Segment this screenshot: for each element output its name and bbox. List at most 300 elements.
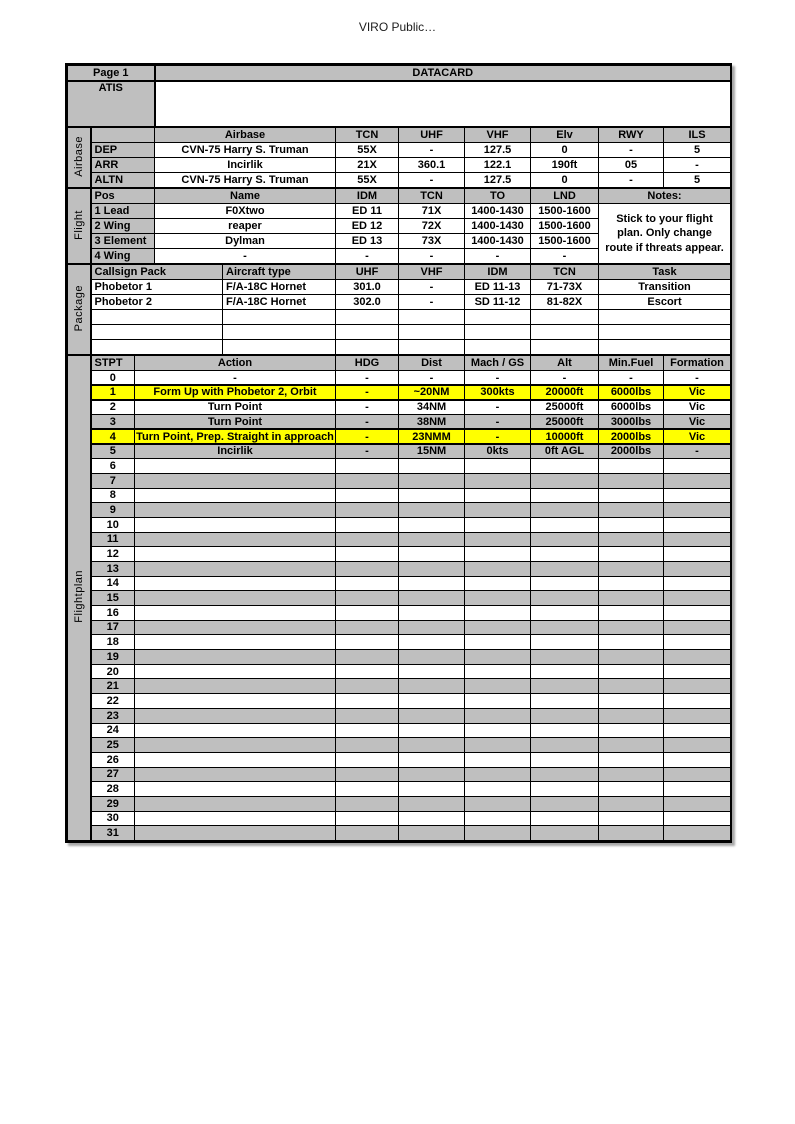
cell <box>399 473 465 488</box>
cell <box>135 576 336 591</box>
cell <box>531 591 599 606</box>
column-header: Pos <box>91 189 155 204</box>
cell <box>599 635 664 650</box>
cell <box>336 811 399 826</box>
cell <box>531 752 599 767</box>
cell <box>399 811 465 826</box>
cell <box>664 694 731 709</box>
cell <box>531 503 599 518</box>
cell <box>664 650 731 665</box>
cell <box>664 503 731 518</box>
cell: - <box>664 371 731 386</box>
row-header: ALTN <box>91 173 155 188</box>
cell <box>336 517 399 532</box>
table-row <box>68 280 731 295</box>
cell <box>531 340 599 355</box>
cell <box>599 738 664 753</box>
cell: - <box>664 158 731 173</box>
steerpoint-number: 27 <box>91 767 135 782</box>
cell <box>399 340 465 355</box>
cell: 2000lbs <box>599 429 664 444</box>
cell <box>664 664 731 679</box>
flightplan-table <box>67 355 731 841</box>
cell <box>465 620 531 635</box>
column-header: IDM <box>465 265 531 280</box>
cell <box>336 310 399 325</box>
table-row <box>68 664 731 679</box>
cell: 127.5 <box>465 173 531 188</box>
cell: CVN-75 Harry S. Truman <box>155 173 336 188</box>
column-header: Name <box>155 189 336 204</box>
table-row <box>68 635 731 650</box>
cell <box>135 811 336 826</box>
table-row <box>68 576 731 591</box>
cell <box>664 782 731 797</box>
cell <box>465 723 531 738</box>
cell: - <box>531 371 599 386</box>
cell: 122.1 <box>465 158 531 173</box>
cell: 55X <box>336 173 399 188</box>
cell <box>336 796 399 811</box>
cell <box>599 561 664 576</box>
cell <box>664 561 731 576</box>
column-header: VHF <box>465 128 531 143</box>
cell <box>135 591 336 606</box>
table-row <box>68 561 731 576</box>
datacard-header-table <box>67 65 731 81</box>
cell <box>135 503 336 518</box>
cell <box>399 664 465 679</box>
column-header: VHF <box>399 265 465 280</box>
cell <box>599 503 664 518</box>
cell <box>465 694 531 709</box>
cell <box>599 591 664 606</box>
cell <box>465 325 531 340</box>
steerpoint-number: 3 <box>91 415 135 430</box>
cell: - <box>336 415 399 430</box>
cell <box>399 517 465 532</box>
cell: F/A-18C Hornet <box>223 280 336 295</box>
cell: Vic <box>664 429 731 444</box>
cell <box>465 310 531 325</box>
cell <box>336 340 399 355</box>
steerpoint-number: 16 <box>91 606 135 621</box>
cell <box>336 708 399 723</box>
cell <box>664 547 731 562</box>
cell <box>336 576 399 591</box>
cell <box>531 517 599 532</box>
table-row <box>68 694 731 709</box>
steerpoint-number: 11 <box>91 532 135 547</box>
cell: - <box>465 371 531 386</box>
page-label: Page 1 <box>68 66 155 81</box>
steerpoint-number: 12 <box>91 547 135 562</box>
cell: - <box>399 143 465 158</box>
cell: Incirlik <box>155 158 336 173</box>
table-row <box>68 473 731 488</box>
table-row <box>68 459 731 474</box>
cell: - <box>336 371 399 386</box>
cell: ED 12 <box>336 219 399 234</box>
cell: - <box>531 249 599 264</box>
package-table <box>67 264 731 355</box>
table-row <box>68 143 731 158</box>
table-row <box>68 310 731 325</box>
steerpoint-number: 10 <box>91 517 135 532</box>
cell <box>664 635 731 650</box>
column-header: Alt <box>531 356 599 371</box>
table-row <box>68 204 731 219</box>
cell: 5 <box>664 143 731 158</box>
cell <box>599 679 664 694</box>
datacard-title: DATACARD <box>155 66 731 81</box>
cell <box>135 473 336 488</box>
column-header: UHF <box>399 128 465 143</box>
cell <box>465 664 531 679</box>
cell <box>664 752 731 767</box>
cell <box>531 561 599 576</box>
cell <box>531 547 599 562</box>
cell: 302.0 <box>336 295 399 310</box>
cell <box>135 488 336 503</box>
table-row <box>68 295 731 310</box>
cell <box>531 679 599 694</box>
flight-notes: Stick to your flight plan. Only change route if threats appear. <box>599 204 731 264</box>
cell <box>399 325 465 340</box>
cell: 34NM <box>399 400 465 415</box>
cell <box>664 532 731 547</box>
cell <box>336 650 399 665</box>
cell <box>599 694 664 709</box>
table-row <box>68 356 731 371</box>
section-label-airbase: Airbase <box>68 128 91 188</box>
cell <box>465 635 531 650</box>
steerpoint-number: 17 <box>91 620 135 635</box>
cell: 23NMM <box>399 429 465 444</box>
table-row <box>68 189 731 204</box>
cell: 6000lbs <box>599 385 664 400</box>
cell <box>336 459 399 474</box>
table-row <box>68 767 731 782</box>
table-row <box>68 752 731 767</box>
cell <box>336 635 399 650</box>
cell <box>336 679 399 694</box>
column-header: Action <box>135 356 336 371</box>
cell <box>664 576 731 591</box>
steerpoint-number: 20 <box>91 664 135 679</box>
cell: - <box>599 371 664 386</box>
steerpoint-number: 24 <box>91 723 135 738</box>
column-header: Notes: <box>599 189 731 204</box>
cell <box>599 473 664 488</box>
cell <box>531 473 599 488</box>
cell <box>465 767 531 782</box>
row-header: 2 Wing <box>91 219 155 234</box>
cell: CVN-75 Harry S. Truman <box>155 143 336 158</box>
cell <box>599 650 664 665</box>
cell: Escort <box>599 295 731 310</box>
table-row <box>68 591 731 606</box>
steerpoint-number: 23 <box>91 708 135 723</box>
row-header: 4 Wing <box>91 249 155 264</box>
cell <box>531 488 599 503</box>
row-header: DEP <box>91 143 155 158</box>
cell <box>599 826 664 841</box>
cell <box>599 325 731 340</box>
cell: - <box>664 444 731 459</box>
cell <box>465 517 531 532</box>
cell <box>399 310 465 325</box>
column-header: TCN <box>531 265 599 280</box>
cell <box>223 340 336 355</box>
cell: 0 <box>531 173 599 188</box>
cell <box>599 532 664 547</box>
cell: 1400-1430 <box>465 204 531 219</box>
table-row <box>68 679 731 694</box>
cell <box>91 325 223 340</box>
table-row <box>68 826 731 841</box>
cell <box>399 723 465 738</box>
cell: 72X <box>399 219 465 234</box>
cell: 10000ft <box>531 429 599 444</box>
cell <box>664 708 731 723</box>
cell <box>135 606 336 621</box>
cell <box>135 738 336 753</box>
cell: 1500-1600 <box>531 234 599 249</box>
steerpoint-number: 19 <box>91 650 135 665</box>
cell <box>465 679 531 694</box>
steerpoint-number: 29 <box>91 796 135 811</box>
cell <box>135 694 336 709</box>
cell <box>336 752 399 767</box>
table-row <box>68 708 731 723</box>
cell <box>399 708 465 723</box>
cell <box>531 723 599 738</box>
table-row <box>68 415 731 430</box>
datacard-sheet <box>65 63 732 843</box>
column-header: Formation <box>664 356 731 371</box>
cell <box>135 547 336 562</box>
column-header: ILS <box>664 128 731 143</box>
steerpoint-number: 31 <box>91 826 135 841</box>
table-row <box>68 738 731 753</box>
cell <box>465 488 531 503</box>
table-row <box>68 371 731 386</box>
cell <box>336 547 399 562</box>
cell: 190ft <box>531 158 599 173</box>
table-row <box>68 444 731 459</box>
cell <box>531 826 599 841</box>
cell: 301.0 <box>336 280 399 295</box>
column-header: TO <box>465 189 531 204</box>
cell: ~20NM <box>399 385 465 400</box>
cell: Vic <box>664 400 731 415</box>
section-label-flightplan: Flightplan <box>68 356 91 841</box>
cell <box>135 723 336 738</box>
cell <box>599 576 664 591</box>
cell <box>465 459 531 474</box>
cell <box>336 488 399 503</box>
table-row <box>68 650 731 665</box>
cell <box>531 664 599 679</box>
cell <box>531 532 599 547</box>
table-row <box>68 796 731 811</box>
cell <box>91 340 223 355</box>
cell <box>664 459 731 474</box>
table-row <box>68 606 731 621</box>
cell: - <box>336 400 399 415</box>
cell <box>399 620 465 635</box>
cell <box>531 576 599 591</box>
steerpoint-number: 1 <box>91 385 135 400</box>
atis-label: ATIS <box>68 82 155 127</box>
cell <box>336 606 399 621</box>
cell: - <box>465 249 531 264</box>
cell <box>664 473 731 488</box>
cell <box>531 620 599 635</box>
cell <box>664 811 731 826</box>
table-row <box>68 429 731 444</box>
column-header: STPT <box>91 356 135 371</box>
cell <box>531 708 599 723</box>
cell: 25000ft <box>531 415 599 430</box>
cell <box>531 606 599 621</box>
cell: 300kts <box>465 385 531 400</box>
cell <box>135 679 336 694</box>
column-header: Callsign Pack <box>91 265 223 280</box>
document-title: VIRO Public… <box>358 20 437 34</box>
cell: 25000ft <box>531 400 599 415</box>
cell <box>465 503 531 518</box>
cell <box>336 782 399 797</box>
cell: ED 11-13 <box>465 280 531 295</box>
table-row <box>68 782 731 797</box>
cell <box>664 826 731 841</box>
table-row <box>68 128 731 143</box>
steerpoint-number: 22 <box>91 694 135 709</box>
cell <box>599 752 664 767</box>
cell <box>599 517 664 532</box>
column-header: Airbase <box>155 128 336 143</box>
cell <box>135 664 336 679</box>
cell: 1400-1430 <box>465 219 531 234</box>
cell <box>135 620 336 635</box>
column-header: RWY <box>599 128 664 143</box>
table-row <box>68 400 731 415</box>
cell: Form Up with Phobetor 2, Orbit <box>135 385 336 400</box>
table-row <box>68 517 731 532</box>
cell: reaper <box>155 219 336 234</box>
steerpoint-number: 13 <box>91 561 135 576</box>
cell <box>664 679 731 694</box>
cell <box>399 738 465 753</box>
cell <box>465 708 531 723</box>
steerpoint-number: 0 <box>91 371 135 386</box>
cell <box>399 576 465 591</box>
cell <box>399 782 465 797</box>
column-header: TCN <box>336 128 399 143</box>
cell <box>465 547 531 562</box>
cell: - <box>399 295 465 310</box>
table-row <box>68 265 731 280</box>
steerpoint-number: 5 <box>91 444 135 459</box>
cell <box>399 561 465 576</box>
cell <box>465 473 531 488</box>
steerpoint-number: 15 <box>91 591 135 606</box>
cell <box>336 826 399 841</box>
table-row <box>68 620 731 635</box>
table-row <box>68 532 731 547</box>
cell <box>399 591 465 606</box>
cell <box>664 488 731 503</box>
cell <box>399 488 465 503</box>
cell <box>399 532 465 547</box>
cell <box>664 517 731 532</box>
cell <box>465 796 531 811</box>
cell <box>465 532 531 547</box>
cell <box>531 635 599 650</box>
cell: 127.5 <box>465 143 531 158</box>
cell <box>135 635 336 650</box>
cell <box>336 325 399 340</box>
steerpoint-number: 2 <box>91 400 135 415</box>
row-header: ARR <box>91 158 155 173</box>
column-header: LND <box>531 189 599 204</box>
column-header: Task <box>599 265 731 280</box>
cell: ED 11 <box>336 204 399 219</box>
cell <box>465 826 531 841</box>
cell <box>336 694 399 709</box>
cell: - <box>465 415 531 430</box>
cell <box>399 767 465 782</box>
cell <box>599 723 664 738</box>
cell <box>599 767 664 782</box>
cell <box>399 650 465 665</box>
cell <box>664 796 731 811</box>
steerpoint-number: 25 <box>91 738 135 753</box>
cell: ED 13 <box>336 234 399 249</box>
cell: 0 <box>531 143 599 158</box>
cell <box>399 606 465 621</box>
cell: - <box>336 249 399 264</box>
column-header: Mach / GS <box>465 356 531 371</box>
cell: Vic <box>664 385 731 400</box>
cell <box>399 694 465 709</box>
cell <box>135 517 336 532</box>
cell <box>465 650 531 665</box>
table-row <box>68 547 731 562</box>
cell <box>135 752 336 767</box>
cell: - <box>599 143 664 158</box>
table-row <box>68 325 731 340</box>
cell: 71X <box>399 204 465 219</box>
cell <box>599 811 664 826</box>
cell: 6000lbs <box>599 400 664 415</box>
table-row <box>68 488 731 503</box>
cell: 3000lbs <box>599 415 664 430</box>
cell <box>399 547 465 562</box>
steerpoint-number: 4 <box>91 429 135 444</box>
cell <box>531 811 599 826</box>
cell: - <box>465 429 531 444</box>
cell: Incirlik <box>135 444 336 459</box>
table-row <box>68 385 731 400</box>
cell <box>599 664 664 679</box>
cell: 21X <box>336 158 399 173</box>
cell <box>399 826 465 841</box>
table-row <box>68 158 731 173</box>
steerpoint-number: 7 <box>91 473 135 488</box>
